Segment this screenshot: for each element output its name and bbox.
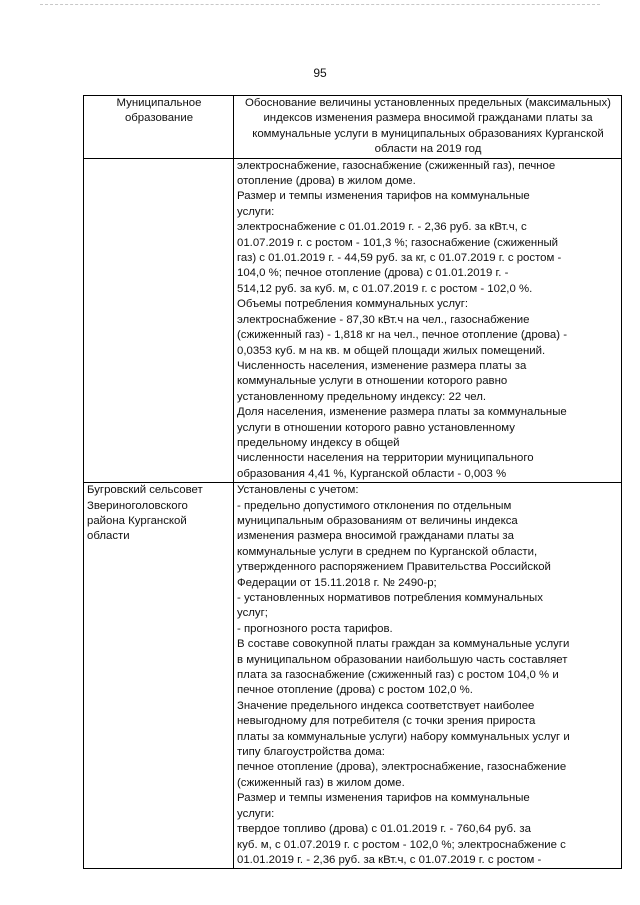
text-line: коммунальные услуги в среднем по Курганской области,: [237, 545, 538, 558]
page-number: 95: [313, 66, 327, 80]
header-justification: Обоснование величины установленных предельных (максимальных) индексов изменения размера вносимой гражданами платы за коммунальные услуги в муниципальных образованиях Курганской области на 2019 год: [234, 96, 622, 159]
text-line: 01.01.2019 г. - 2,36 руб. за кВт.ч, с 01.07.2019 г. с ростом -: [237, 853, 542, 866]
text-line: куб. м, с 01.07.2019 г. с ростом - 102,0 %; электроснабжение с: [237, 838, 566, 851]
text-line: электроснабжение - 87,30 кВт.ч на чел., газоснабжение: [237, 313, 530, 326]
text-line: печное отопление (дрова) с ростом 102,0 %.: [237, 684, 473, 697]
text-line: Объемы потребления коммунальных услуг:: [237, 298, 469, 311]
table-row: [84, 483, 622, 869]
text-line: Значение предельного индекса соответствует наиболее: [237, 699, 535, 712]
row1-justification-cell: [234, 158, 622, 483]
table-header-row: [84, 96, 622, 159]
text-line: платы за коммунальные услуги) набору коммунальных услуг и: [237, 730, 570, 743]
text-line: коммунальные услуги в отношении которого равно: [237, 375, 508, 388]
text-line: В составе совокупной платы граждан за коммунальные услуги: [237, 638, 570, 651]
text-line: типу благоустройства дома:: [237, 746, 385, 759]
row2-municipality-cell: [84, 483, 234, 869]
header-municipality: Муниципальное образование: [84, 96, 234, 159]
text-line: (сжиженный газ) - 1,818 кг на чел., печное отопление (дрова) -: [237, 329, 568, 342]
text-line: отопление (дрова) в жилом доме.: [237, 175, 416, 188]
text-line: 0,0353 куб. м на кв. м общей площади жилых помещений.: [237, 344, 546, 357]
text-line: невыгодному для потребителя (с точки зрения прироста: [237, 715, 536, 728]
text-line: Федерации от 15.11.2018 г. № 2490-р;: [237, 576, 437, 589]
municipality-name-line: Звериноголовского: [87, 499, 188, 512]
text-line: утвержденного распоряжением Правительства Российской: [237, 561, 551, 574]
text-line: (сжиженный газ) в жилом доме.: [237, 776, 405, 789]
text-line: 01.07.2019 г. с ростом - 101,3 %; газоснабжение (сжиженный: [237, 236, 559, 249]
row1-municipality-cell: [84, 158, 234, 483]
municipality-name-line: Бугровский сельсовет: [87, 484, 203, 497]
text-line: плата за газоснабжение (сжиженный газ) с ростом 104,0 % и: [237, 669, 559, 682]
text-line: в муниципальном образовании наибольшую часть составляет: [237, 653, 568, 666]
text-line: печное отопление (дрова), электроснабжение, газоснабжение: [237, 761, 567, 774]
text-line: Установлены с учетом:: [237, 484, 359, 497]
text-line: муниципальным образованиям от величины индекса: [237, 514, 518, 527]
justification-table: [83, 95, 622, 869]
text-line: численности населения на территории муниципального: [237, 452, 534, 465]
text-line: услуги в отношении которого равно установленному: [237, 421, 515, 434]
text-line: 514,12 руб. за куб. м, с 01.07.2019 г. с ростом - 102,0 %.: [237, 282, 533, 295]
row2-justification-cell: [234, 483, 622, 869]
text-line: услуги:: [237, 205, 275, 218]
municipality-name-line: области: [87, 530, 130, 543]
text-line: - прогнозного роста тарифов.: [237, 622, 393, 635]
text-line: Размер и темпы изменения тарифов на коммунальные: [237, 190, 530, 203]
scan-top-edge: [40, 4, 600, 5]
text-line: Размер и темпы изменения тарифов на коммунальные: [237, 792, 530, 805]
table-row: [84, 158, 622, 483]
text-line: услуг;: [237, 607, 268, 620]
text-line: - установленных нормативов потребления коммунальных: [237, 592, 543, 604]
text-line: образования 4,41 %, Курганской области - 0,003 %: [237, 467, 507, 480]
text-line: изменения размера вносимой гражданами платы за: [237, 530, 514, 543]
text-line: газ) с 01.01.2019 г. - 44,59 руб. за кг, с 01.07.2019 г. с ростом -: [237, 252, 562, 265]
text-line: электроснабжение с 01.01.2019 г. - 2,36 руб. за кВт.ч, с: [237, 221, 527, 234]
text-line: Доля населения, изменение размера платы за коммунальные: [237, 406, 567, 419]
text-line: Численность населения, изменение размера платы за: [237, 359, 527, 372]
text-line: 104,0 %; печное отопление (дрова) с 01.01.2019 г. -: [237, 267, 509, 280]
text-line: электроснабжение, газоснабжение (сжиженный газ), печное: [237, 159, 556, 172]
text-line: услуги:: [237, 807, 275, 820]
text-line: - предельно допустимого отклонения по отдельным: [237, 499, 512, 512]
text-line: предельному индексу в общей: [237, 436, 400, 449]
text-line: твердое топливо (дрова) с 01.01.2019 г. - 760,64 руб. за: [237, 823, 531, 836]
text-line: установленному предельному индексу: 22 чел.: [237, 390, 487, 403]
municipality-name-line: района Курганской: [87, 514, 187, 527]
